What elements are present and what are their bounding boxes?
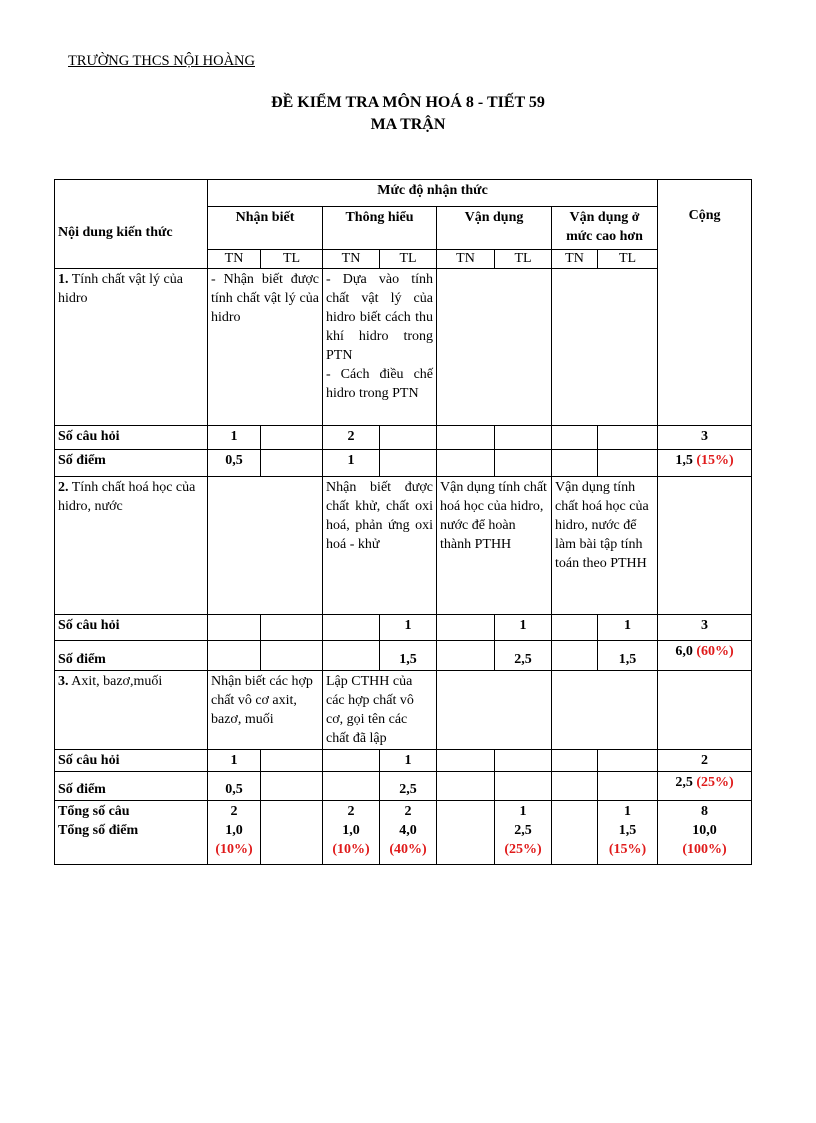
questions-cell [380, 426, 437, 450]
topic-desc-apply-high [552, 269, 658, 426]
points-cell [380, 450, 437, 477]
topic-number: 3. [58, 674, 69, 689]
totals-percent: (10%) [215, 842, 253, 857]
row-label-points: Số điểm [55, 772, 208, 801]
totals-label-points: Tổng số điểm [58, 823, 139, 838]
topic-desc-apply-high [552, 671, 658, 750]
points-percent: (25%) [696, 775, 734, 790]
header-tl: TL [380, 250, 437, 269]
totals-percent: (40%) [389, 842, 427, 857]
points-cell: 1,5 [380, 641, 437, 671]
questions-cell [552, 750, 598, 772]
header-level-understand: Thông hiểu [323, 207, 437, 250]
questions-cell [437, 750, 495, 772]
totals-cell: 2 1,0 (10%) [323, 801, 380, 865]
points-cell: 1,5 [598, 641, 658, 671]
points-cell: 1 [323, 450, 380, 477]
header-level-apply-high: Vận dụng ở mức cao hơn [552, 207, 658, 250]
questions-cell [552, 615, 598, 641]
topic-desc-understand: Nhận biết được chất khử, chất oxi hoá, phản ứng oxi hoá - khử [323, 477, 437, 615]
points-cell [261, 641, 323, 671]
points-total: 1,5 (15%) [658, 450, 752, 477]
topic-cell [55, 671, 208, 750]
points-cell [598, 450, 658, 477]
points-cell: 0,5 [208, 772, 261, 801]
exam-title: ĐỀ KIỂM TRA MÔN HOÁ 8 - TIẾT 59 [271, 94, 545, 111]
totals-percent: (25%) [504, 842, 542, 857]
questions-cell [323, 615, 380, 641]
header-total: Cộng [658, 180, 752, 426]
questions-cell [261, 426, 323, 450]
points-cell [495, 772, 552, 801]
questions-cell [598, 750, 658, 772]
topic-desc-understand: - Dựa vào tính chất vật lý của hidro biết cách thu khí hidro trong PTN - Cách điều chế hidro trong PTN [323, 269, 437, 426]
totals-label [55, 801, 208, 865]
topic-number: 1. [58, 272, 69, 287]
topic-desc-recognize: - Nhận biết được tính chất vật lý của hidro [208, 269, 323, 426]
row-label-questions: Số câu hỏi [55, 426, 208, 450]
questions-total: 3 [658, 426, 752, 450]
totals-cell: 1 2,5 (25%) [495, 801, 552, 865]
matrix-table [54, 179, 752, 865]
questions-cell [208, 615, 261, 641]
questions-cell: 1 [380, 750, 437, 772]
points-cell [552, 450, 598, 477]
header-tl: TL [261, 250, 323, 269]
topic-cell [55, 269, 208, 426]
row-label-questions: Số câu hỏi [55, 750, 208, 772]
topic-desc-understand: Lập CTHH của các hợp chất vô cơ, gọi tên các chất đã lập [323, 671, 437, 750]
topic-cell [55, 477, 208, 615]
totals-label-questions: Tổng số câu [58, 804, 130, 819]
totals-cell: 1 1,5 (15%) [598, 801, 658, 865]
points-cell [208, 641, 261, 671]
topic-desc-apply-high: Vận dụng tính chất hoá học của hidro, nước để làm bài tập tính toán theo PTHH [552, 477, 658, 615]
school-name: TRƯỜNG THCS NỘI HOÀNG [68, 53, 255, 69]
points-cell [437, 450, 495, 477]
questions-total: 2 [658, 750, 752, 772]
topic-desc-apply [437, 671, 552, 750]
questions-cell: 1 [495, 615, 552, 641]
totals-percent: (15%) [608, 842, 647, 857]
topic-name: Tính chất hoá học của hidro, nước [58, 480, 196, 514]
points-cell [323, 772, 380, 801]
points-cell: 0,5 [208, 450, 261, 477]
questions-cell [495, 426, 552, 450]
header-tl: TL [495, 250, 552, 269]
header-tn: TN [208, 250, 261, 269]
header-tl: TL [598, 250, 658, 269]
questions-cell [495, 750, 552, 772]
totals-cell: 2 4,0 (40%) [380, 801, 437, 865]
questions-cell: 1 [380, 615, 437, 641]
header-level-apply: Vận dụng [437, 207, 552, 250]
questions-cell: 1 [598, 615, 658, 641]
totals-cell [261, 801, 323, 865]
totals-cell [552, 801, 598, 865]
row-label-questions: Số câu hỏi [55, 615, 208, 641]
points-cell [261, 772, 323, 801]
points-cell [323, 641, 380, 671]
header-level-recognize: Nhận biết [208, 207, 323, 250]
header-tn: TN [323, 250, 380, 269]
points-cell [261, 450, 323, 477]
totals-cell: 2 1,0 (10%) [208, 801, 261, 865]
grand-total-percent: (100%) [682, 842, 727, 857]
questions-cell [261, 750, 323, 772]
totals-percent: (10%) [332, 842, 370, 857]
topic-name: Tính chất vật lý của hidro [58, 272, 183, 306]
questions-cell [323, 750, 380, 772]
questions-cell [437, 426, 495, 450]
points-percent: (15%) [696, 453, 734, 468]
header-tn: TN [437, 250, 495, 269]
matrix-title: MA TRẬN [370, 116, 446, 133]
points-cell [437, 641, 495, 671]
questions-cell: 1 [208, 426, 261, 450]
topic-desc-apply [437, 269, 552, 426]
points-total: 6,0 (60%) [658, 641, 752, 671]
points-cell [495, 450, 552, 477]
topic-name: Axit, bazơ,muối [71, 674, 163, 689]
topic-desc-recognize: Nhận biết các hợp chất vô cơ axit, bazơ, muối [208, 671, 323, 750]
points-cell [552, 772, 598, 801]
row-label-points: Số điểm [55, 641, 208, 671]
points-cell: 2,5 [380, 772, 437, 801]
topic-desc-apply: Vận dụng tính chất hoá học của hidro, nước để hoàn thành PTHH [437, 477, 552, 615]
grand-total: 8 10,0 (100%) [658, 801, 752, 865]
points-total: 2,5 (25%) [658, 772, 752, 801]
points-cell [598, 772, 658, 801]
header-topic: Nội dung kiến thức [55, 180, 208, 269]
row-label-points: Số điểm [55, 450, 208, 477]
points-cell: 2,5 [495, 641, 552, 671]
questions-cell: 2 [323, 426, 380, 450]
points-cell [437, 772, 495, 801]
questions-cell [598, 426, 658, 450]
totals-cell [437, 801, 495, 865]
topic-desc-recognize [208, 477, 323, 615]
questions-cell [437, 615, 495, 641]
header-level-group: Mức độ nhận thức [208, 180, 658, 207]
questions-total: 3 [658, 615, 752, 641]
topic-number: 2. [58, 480, 69, 495]
questions-cell: 1 [208, 750, 261, 772]
header-tn: TN [552, 250, 598, 269]
questions-cell [261, 615, 323, 641]
points-percent: (60%) [696, 644, 734, 659]
questions-cell [552, 426, 598, 450]
points-cell [552, 641, 598, 671]
